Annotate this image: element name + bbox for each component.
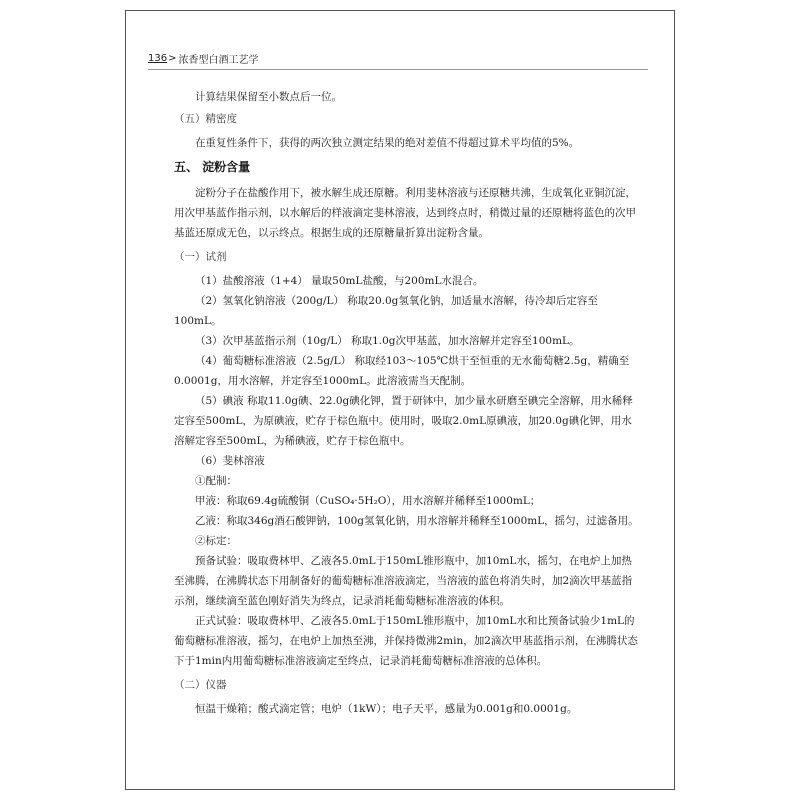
page-number: 136 xyxy=(148,53,168,64)
page-body xyxy=(174,87,642,719)
precision-heading: （五）精密度 xyxy=(174,113,237,125)
header-divider xyxy=(148,69,648,70)
reagents-heading: （一）试剂 xyxy=(174,251,227,263)
precision-paragraph: 在重复性条件下，获得的两次独立测定结果的绝对差值不得超过算术平均值的5%。 xyxy=(195,137,580,149)
reagent-item: （5）碘液 称取11.0g碘、22.0g碘化钾，置于研钵中，加少量水研磨至碘完全溶解，用水稀释定容至500mL，为原碘液，贮存于棕色瓶中。使用时，吸取2.0mL原碘液，加20.0g碘化钾，用水溶解定容至500mL，为稀碘液，贮存于棕色瓶中。 xyxy=(174,395,633,447)
book-title: 浓香型白酒工艺学 xyxy=(178,55,259,66)
solution-a: 甲液：称取69.4g硫酸铜（CuSO₄·5H₂O），用水溶解并稀释至1000mL； xyxy=(195,495,541,507)
reagent-item: （3）次甲基蓝指示剂（10g/L） 称取1.0g次甲基蓝，加水溶解并定容至100mL。 xyxy=(195,335,580,347)
reagent-item: （4）葡萄糖标准溶液（2.5g/L） 称取经103～105℃烘干至恒重的无水葡萄糖2.5g，精确至0.0001g，用水溶解，并定容至1000mL。此溶液需当天配制。 xyxy=(174,355,630,387)
prep-label: ①配制： xyxy=(195,475,237,487)
book-page xyxy=(125,10,675,790)
reagent-item: （6）斐林溶液 xyxy=(195,455,265,467)
starch-section-heading: 五、 淀粉含量 xyxy=(174,160,251,174)
calc-note: 计算结果保留至小数点后一位。 xyxy=(195,91,342,103)
formal-test-paragraph: 正式试验：吸取费林甲、乙液各5.0mL于150mL锥形瓶中，加10mL水和比预备试验少1mL的葡萄糖标准溶液，摇匀，在电炉上加热至沸，并保持微沸2min，加2滴次甲基蓝指示剂，在沸腾状态下于1min内用葡萄糖标准溶液滴定至终点，记录消耗葡萄糖标准溶液的总体积。 xyxy=(174,615,638,667)
calib-label: ②标定： xyxy=(195,535,237,547)
pre-test-paragraph: 预备试验：吸取费林甲、乙液各5.0mL于150mL锥形瓶中，加10mL水，摇匀，在电炉上加热至沸腾，在沸腾状态下用制备好的葡萄糖标准溶液滴定，当溶液的蓝色将消失时，加2滴次甲基蓝指示剂，继续滴至蓝色刚好消失为终点，记录消耗葡萄糖标准溶液的体积。 xyxy=(174,555,633,607)
running-header xyxy=(148,51,258,66)
reagent-item: （2）氢氧化钠溶液（200g/L） 称取20.0g氢氧化钠，加适量水溶解，待冷却后定容至100mL。 xyxy=(174,295,598,327)
starch-intro-paragraph: 淀粉分子在盐酸作用下，被水解生成还原糖。利用斐林溶液与还原糖共沸，生成氧化亚铜沉淀，用次甲基蓝作指示剂，以水解后的样液滴定斐林溶液，达到终点时，稍微过量的还原糖将蓝色的次甲基蓝还原成无色，以示终点。根据生成的还原糖量折算出淀粉含量。 xyxy=(174,187,636,239)
solution-b: 乙液：称取346g酒石酸钾钠，100g氢氧化钠，用水溶解并稀释至1000mL，摇匀，过滤备用。 xyxy=(195,515,639,527)
instruments-paragraph: 恒温干燥箱；酸式滴定管；电炉（1kW）；电子天平，感量为0.001g和0.0001g。 xyxy=(195,703,578,715)
chevron-right-icon: > xyxy=(168,53,177,64)
reagent-item: （1）盐酸溶液（1+4） 量取50mL盐酸，与200mL水混合。 xyxy=(195,275,484,287)
instruments-heading: （二）仪器 xyxy=(174,679,227,691)
